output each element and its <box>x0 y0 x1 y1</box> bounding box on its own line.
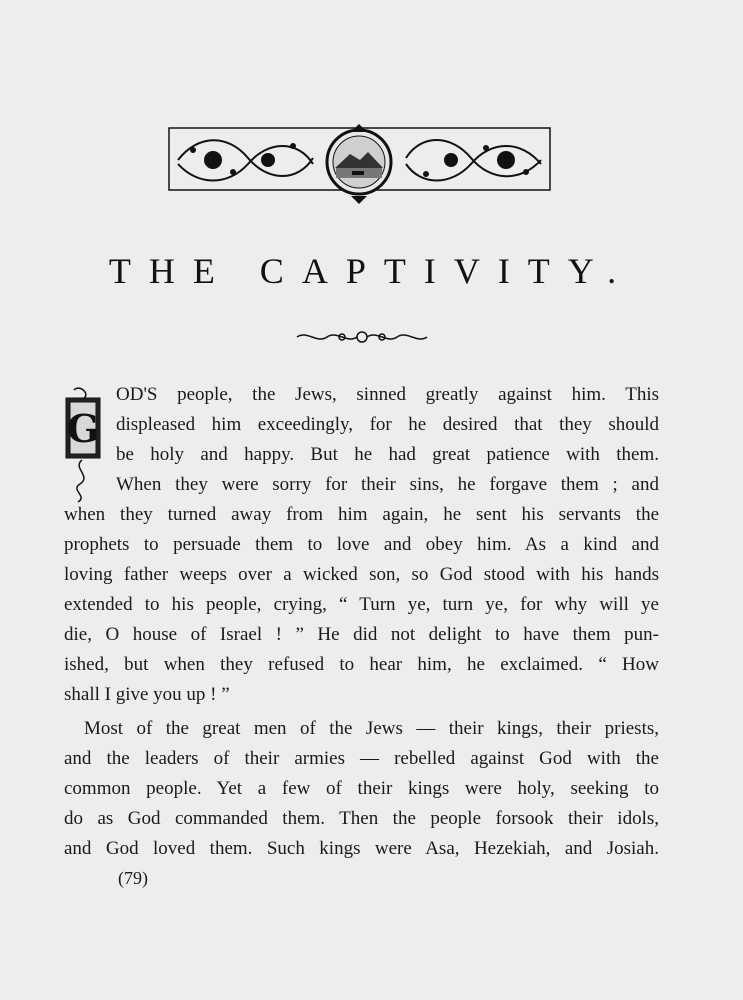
page-number: (79) <box>118 868 148 888</box>
paragraph-2 <box>64 714 659 864</box>
text-line: OD'S people, the Jews, sinned greatly against him. This <box>116 384 659 405</box>
text-line: When they were sorry for their sins, he forgave them ; and <box>116 474 659 495</box>
text-line: common people. Yet a few of their kings were holy, seeking to <box>64 778 659 799</box>
text-line: ished, but when they refused to hear him, he exclaimed. “ How <box>64 654 659 675</box>
paragraph-1 <box>64 380 659 710</box>
text-line: extended to his people, crying, “ Turn ye, turn ye, for why will ye <box>64 594 659 615</box>
text-line: be holy and happy. But he had great patience with them. <box>116 444 659 465</box>
text-line: die, O house of Israel ! ” He did not delight to have them pun- <box>64 624 659 645</box>
dropcap-letter: G <box>66 406 100 451</box>
text-line: displeased him exceedingly, for he desired that they should <box>116 414 659 435</box>
text-line: Most of the great men of the Jews — their kings, their priests, <box>84 718 659 739</box>
text-line: and God loved them. Such kings were Asa, Hezekiah, and Josiah. <box>64 838 659 859</box>
text-line: do as God commanded them. Then the people forsook their idols, <box>64 808 659 829</box>
text-line: loving father weeps over a wicked son, so God stood with his hands <box>64 564 659 585</box>
text-line: shall I give you up ! ” <box>64 684 230 705</box>
text-line: prophets to persuade them to love and obey him. As a kind and <box>64 534 659 555</box>
text-line: when they turned away from him again, he sent his servants the <box>64 504 659 525</box>
title-ornament <box>295 328 429 346</box>
dropcap-illuminated-letter <box>64 386 104 504</box>
text-line: and the leaders of their armies — rebelled against God with the <box>64 748 659 769</box>
body-text <box>64 380 659 864</box>
chapter-title: THE CAPTIVITY. <box>108 251 635 291</box>
engraved-headpiece <box>168 124 551 204</box>
